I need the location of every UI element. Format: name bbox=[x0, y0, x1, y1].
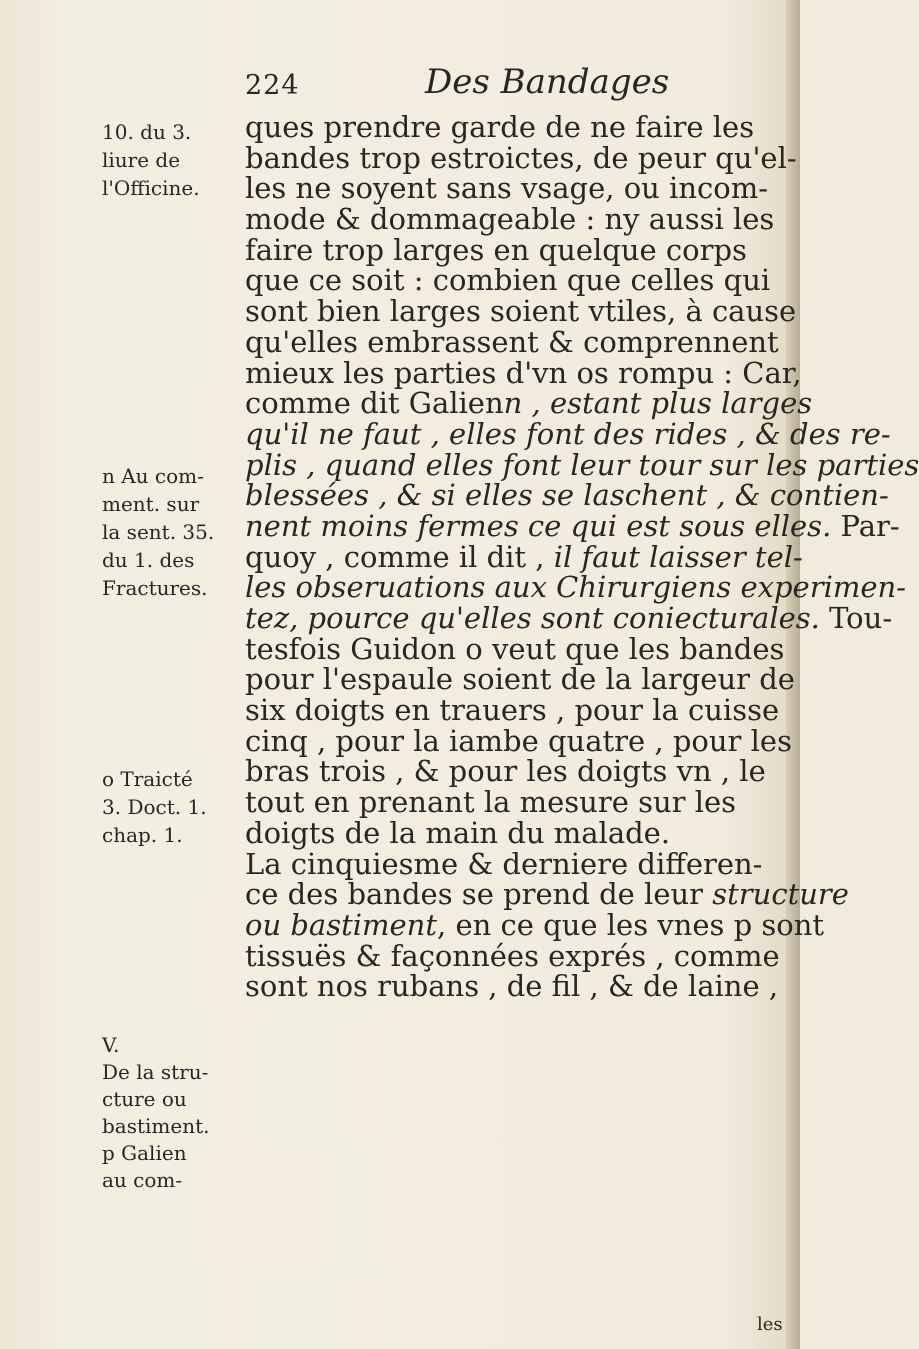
text-segment: tissuës & façonnées exprés , comme bbox=[245, 938, 780, 973]
text-segment: , en ce que les vnes p sont bbox=[437, 907, 825, 942]
text-line bbox=[245, 539, 803, 574]
text-segment: bras trois , & pour les doigts vn , le bbox=[245, 754, 766, 789]
text-segment: bandes trop estroictes, de peur qu'el- bbox=[245, 140, 797, 175]
text-line bbox=[245, 695, 790, 726]
text-line bbox=[245, 355, 802, 390]
text-segment: les obseruations aux Chirurgiens experimen- bbox=[245, 570, 906, 605]
text-segment: tez, pource qu'elles sont coniecturales. bbox=[245, 601, 820, 635]
margin-note-reference: 10. du 3. liure de l'Officine. bbox=[102, 120, 200, 200]
text-segment: La cinquiesme & derniere differen- bbox=[245, 846, 763, 881]
text-line bbox=[245, 173, 790, 204]
text-segment: comme dit Galien bbox=[245, 386, 504, 421]
text-line bbox=[245, 601, 893, 635]
text-segment: pour l'espaule soient de la largeur de bbox=[245, 662, 795, 697]
text-line bbox=[245, 971, 790, 1002]
text-line bbox=[245, 324, 790, 359]
text-line bbox=[245, 478, 889, 513]
text-line bbox=[245, 416, 891, 451]
text-line bbox=[245, 508, 900, 543]
text-line bbox=[245, 204, 790, 235]
text-segment: ques prendre garde de ne faire les bbox=[245, 110, 755, 144]
catchword: les bbox=[757, 1314, 783, 1335]
text-line bbox=[245, 294, 797, 329]
text-segment: qu'elles embrassent & comprennent bbox=[245, 324, 779, 359]
text-line bbox=[245, 631, 790, 666]
text-line bbox=[245, 815, 790, 850]
page-number: 224 bbox=[245, 70, 300, 101]
text-segment: n , estant plus larges bbox=[503, 386, 813, 421]
page-header bbox=[245, 62, 725, 110]
text-segment: faire trop larges en quelque corps bbox=[245, 232, 747, 267]
text-segment: mode & dommageable : ny aussi les bbox=[245, 202, 775, 237]
text-line bbox=[245, 265, 790, 296]
text-line bbox=[245, 570, 906, 605]
text-segment: nent moins fermes ce qui est sous elles. bbox=[245, 508, 832, 543]
text-segment: Tou- bbox=[819, 601, 893, 635]
text-line bbox=[245, 232, 790, 267]
margin-note-section-five: V. De la stru- cture ou bastiment. p Galien au com- bbox=[102, 1033, 210, 1192]
text-segment: mieux les parties d'vn os rompu : Car, bbox=[245, 355, 802, 390]
text-segment: il faut laisser tel- bbox=[553, 539, 803, 574]
text-line bbox=[245, 877, 849, 912]
text-segment: sont bien larges soient vtiles, à cause bbox=[245, 294, 797, 329]
text-line bbox=[245, 787, 790, 818]
text-segment: sont nos rubans , de fil , & de laine , bbox=[245, 969, 779, 1004]
text-segment: doigts de la main du malade. bbox=[245, 815, 671, 850]
text-segment: qu'il ne faut , elles font des rides , & des re- bbox=[245, 416, 891, 451]
text-segment: Par- bbox=[831, 508, 900, 543]
text-segment: que ce soit : combien que celles qui bbox=[245, 263, 771, 298]
text-segment: plis , quand elles font leur tour sur les parties bbox=[245, 447, 919, 482]
text-segment: ou bastiment bbox=[245, 907, 438, 942]
text-segment: les ne soyent sans vsage, ou incom- bbox=[245, 171, 769, 206]
text-line bbox=[245, 907, 825, 942]
text-line bbox=[245, 938, 790, 973]
text-segment: ce des bandes se prend de leur bbox=[245, 877, 713, 912]
text-segment: quoy , comme il dit , bbox=[245, 539, 554, 574]
margin-note-galien: n Au com- ment. sur la sent. 35. du 1. des Fractures. bbox=[102, 464, 215, 600]
text-line bbox=[245, 140, 797, 175]
text-line bbox=[245, 756, 790, 787]
text-segment: structure bbox=[712, 877, 849, 912]
text-segment: cinq , pour la iambe quatre , pour les bbox=[245, 723, 792, 758]
text-line bbox=[245, 112, 790, 143]
text-segment: blessées , & si elles se laschent , & contien- bbox=[245, 478, 889, 513]
text-line bbox=[245, 447, 919, 482]
text-line bbox=[245, 846, 790, 881]
running-title: Des Bandages bbox=[425, 62, 670, 102]
text-line bbox=[245, 723, 792, 758]
text-segment: six doigts en trauers , pour la cuisse bbox=[245, 693, 780, 728]
text-line bbox=[245, 386, 813, 421]
body-text bbox=[245, 110, 919, 1004]
text-line bbox=[245, 662, 795, 697]
margin-note-guidon: o Traicté 3. Doct. 1. chap. 1. bbox=[102, 767, 207, 847]
text-segment: tesfois Guidon o veut que les bandes bbox=[245, 631, 785, 666]
text-segment: tout en prenant la mesure sur les bbox=[245, 785, 737, 820]
